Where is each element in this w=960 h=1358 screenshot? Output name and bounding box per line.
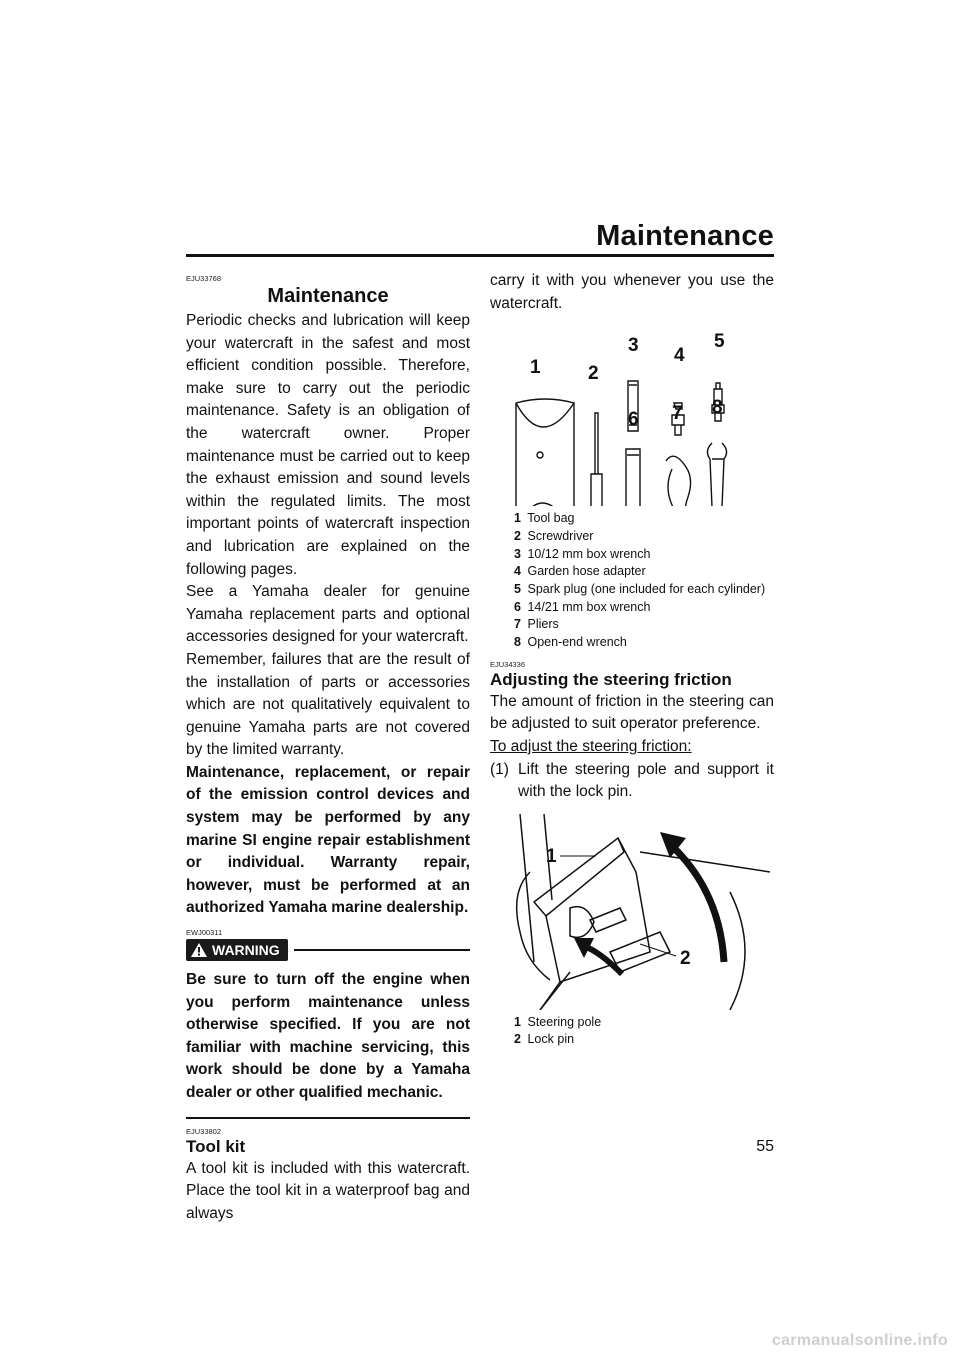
- caption-item: 2 Screwdriver: [514, 528, 594, 543]
- callout-1: 1: [530, 357, 541, 379]
- caption-item: 1 Tool bag: [514, 511, 575, 526]
- steering-figure: [490, 812, 774, 1010]
- caption-item: 4 Garden hose adapter: [514, 564, 646, 579]
- paragraph: Periodic checks and lubrication will keep your watercraft in the safest and most efficient condition possible. Therefore, make sure to carry out the periodic maintenance. Safety is an obligation of the watercraft owner. Proper maintenance must be carried out to keep the exhaust emission and sound levels within the regulated limits. The most important points of watercraft inspection and lubrication are explained on the following pages.: [186, 312, 470, 578]
- tool-kit-caption-list: [490, 510, 774, 652]
- callout-4: 4: [674, 345, 685, 367]
- warning-label: WARNING: [212, 942, 280, 959]
- paragraph: A tool kit is included with this watercraft. Place the tool kit in a waterproof bag and always: [186, 1159, 470, 1222]
- callout-2: 2: [680, 947, 691, 969]
- watermark[interactable]: carmanualsonline.info: [771, 1332, 948, 1349]
- warning-triangle-icon: [190, 942, 208, 958]
- page-header-title: Maintenance: [596, 220, 774, 252]
- warning-code: EWJ00311: [186, 928, 223, 938]
- caption-item: 6 14/21 mm box wrench: [514, 599, 651, 614]
- page-number: 55: [756, 1138, 774, 1155]
- emission-notice: Maintenance, replacement, or repair of the emission control devices and system may be performed by any marine SI engine repair establishment or individual. Warranty repair, however, must be performed at an authorized Yamaha marine dealership.: [186, 763, 470, 917]
- subsection-title: Adjusting the steering friction: [490, 669, 732, 689]
- callout-2: 2: [588, 363, 599, 385]
- caption-item: 7 Pliers: [514, 617, 559, 632]
- callout-7: 7: [672, 403, 683, 425]
- box-wrench-icon: [626, 449, 640, 506]
- steering-illustration: [490, 812, 774, 1010]
- paragraph: See a Yamaha dealer for genuine Yamaha replacement parts and optional accessories designed for your watercraft.: [186, 583, 470, 646]
- caption-item: 2 Lock pin: [514, 1032, 575, 1047]
- tool-kit-figure: [490, 321, 774, 506]
- section-code: EJU34336: [490, 659, 526, 669]
- left-column: [186, 270, 470, 1225]
- pliers-icon: [666, 456, 691, 506]
- paragraph: The amount of friction in the steering can be adjusted to suit operator preference.: [490, 692, 774, 733]
- warning-rule: [294, 949, 470, 951]
- warning-badge: [186, 939, 288, 961]
- step-text: Lift the steering pole and support it with the lock pin.: [518, 760, 774, 801]
- procedure-title: To adjust the steering friction:: [490, 738, 692, 755]
- open-end-wrench-icon: [707, 443, 726, 506]
- callout-5: 5: [714, 331, 725, 353]
- paragraph: carry it with you whenever you use the watercraft.: [490, 272, 774, 312]
- header-rule: [186, 254, 774, 257]
- lock-pin-icon: [590, 908, 626, 932]
- section-code: EJU33768: [186, 274, 222, 283]
- callout-8: 8: [712, 397, 723, 419]
- procedure-step: [490, 759, 774, 804]
- caption-item: 8 Open-end wrench: [514, 635, 627, 650]
- right-column: [490, 270, 774, 1049]
- warning-text: Be sure to turn off the engine when you perform maintenance unless otherwise specified. If you are not familiar with machine servicing, this work should be done by a Yamaha dealer or other qualified mechanic.: [186, 961, 470, 1119]
- callout-1: 1: [546, 845, 557, 867]
- caption-item: 1 Steering pole: [514, 1014, 602, 1029]
- paragraph: Remember, failures that are the result of the installation of parts or accessories which are not qualitatively equivalent to genuine Yamaha parts are not covered by the limited warranty.: [186, 650, 470, 759]
- step-number: (1): [490, 760, 509, 778]
- subsection-title: Tool kit: [186, 1136, 246, 1156]
- warning-header: [186, 939, 470, 961]
- caption-item: 5 Spark plug (one included for each cylinder): [514, 582, 766, 596]
- section-code: EJU33802: [186, 1126, 222, 1136]
- screwdriver-icon: [591, 413, 602, 506]
- callout-6: 6: [628, 409, 639, 431]
- tool-kit-illustration: [490, 321, 774, 506]
- section-title: Maintenance: [267, 285, 389, 307]
- callout-3: 3: [628, 335, 639, 357]
- steering-caption-list: [490, 1014, 774, 1049]
- steering-pole-icon: [520, 814, 552, 962]
- caption-item: 3 10/12 mm box wrench: [514, 546, 651, 561]
